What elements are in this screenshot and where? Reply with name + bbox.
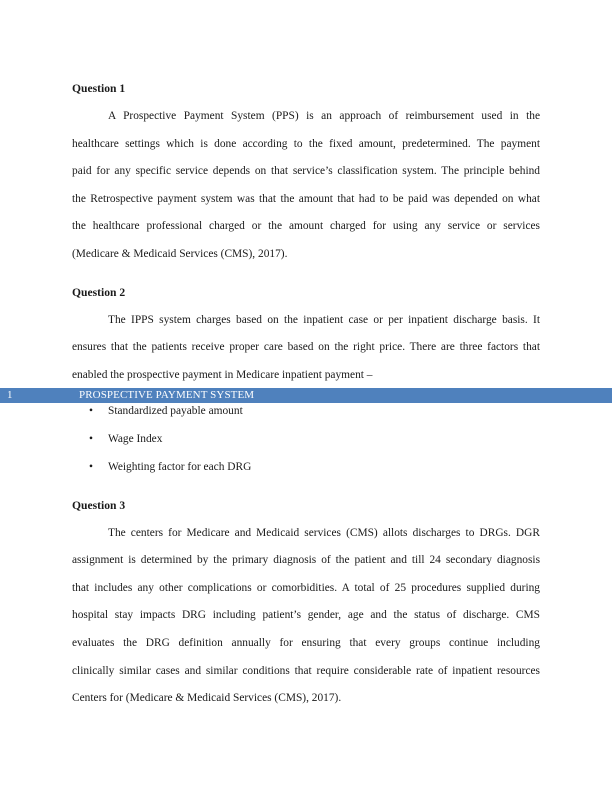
page-number: 1	[7, 389, 13, 401]
running-header-banner	[0, 388, 612, 403]
q3-paragraph-line: The centers for Medicare and Medicaid services (CMS) allots discharges to DRGs. DGR	[108, 527, 540, 539]
bullet-item	[89, 461, 251, 473]
bullet-item	[89, 433, 162, 445]
bullet-icon: •	[89, 461, 93, 473]
bullet-text: Wage Index	[108, 433, 163, 445]
q2-paragraph-line: The IPPS system charges based on the inpatient case or per inpatient discharge basis. It	[108, 314, 540, 326]
question-2-heading: Question 2	[72, 286, 126, 299]
question-3-heading: Question 3	[72, 499, 126, 512]
q1-paragraph-line: (Medicare & Medicaid Services (CMS), 2017).	[72, 248, 288, 260]
question-1-heading: Question 1	[72, 82, 126, 95]
q2-paragraph-line: ensures that the patients receive proper care based on the right price. There are three factors that	[72, 341, 540, 353]
running-title: PROSPECTIVE PAYMENT SYSTEM	[79, 389, 255, 401]
q3-paragraph-line: hospital stay impacts DRG including patient’s gender, age and the status of discharge. CMS	[72, 609, 540, 621]
bullet-icon: •	[89, 405, 93, 417]
q3-paragraph-line: evaluates the DRG definition annually for ensuring that every groups continue including	[72, 637, 540, 649]
q3-paragraph-line: Centers for (Medicare & Medicaid Services (CMS), 2017).	[72, 692, 342, 704]
bullet-icon: •	[89, 433, 93, 445]
q1-paragraph-line: the healthcare professional charged or the amount charged for using any service or services	[72, 220, 540, 232]
bullet-item	[89, 405, 243, 417]
q2-paragraph-line: enabled the prospective payment in Medicare inpatient payment –	[72, 369, 373, 381]
q3-paragraph-line: clinically similar cases and similar conditions that require considerable rate of inpatient resources	[72, 665, 540, 677]
q3-paragraph-line: assignment is determined by the primary diagnosis of the patient and till 24 secondary diagnosis	[72, 554, 540, 566]
bullet-text: Standardized payable amount	[108, 405, 243, 417]
q1-paragraph-line: the Retrospective payment system was that the amount that had to be paid was depended on what	[72, 193, 540, 205]
bullet-text: Weighting factor for each DRG	[108, 461, 252, 473]
q1-paragraph-line: healthcare settings which is done according to the fixed amount, predetermined. The payment	[72, 138, 540, 150]
q1-paragraph-line: paid for any specific service depends on that service’s classification system. The principle behind	[72, 165, 540, 177]
q1-paragraph-line: A Prospective Payment System (PPS) is an approach of reimbursement used in the	[108, 110, 540, 122]
q3-paragraph-line: that includes any other complications or comorbidities. A total of 25 procedures supplied during	[72, 582, 540, 594]
